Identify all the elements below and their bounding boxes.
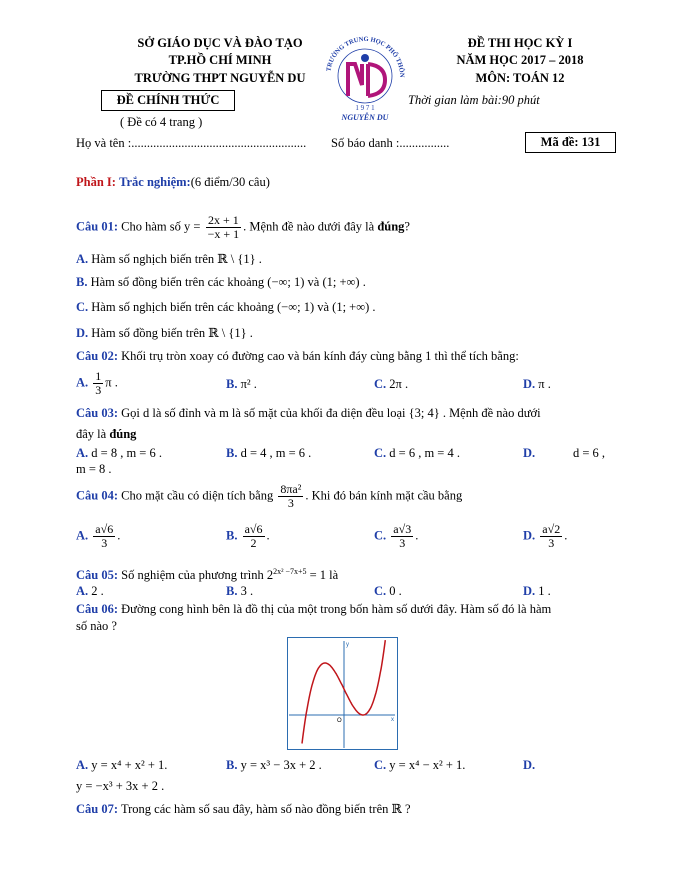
name-field: Họ và tên :........................................................ xyxy=(76,136,307,150)
q1-stem: Câu 01: Cho hàm số y = $\frac{2x + 1}{-x + 1}$ . Mệnh đề nào dưới đây là đúng? xyxy=(76,213,410,241)
function-graph xyxy=(287,637,398,750)
q5-option-c: C. 0 . xyxy=(374,584,402,598)
q7-stem: Câu 07: Trong các hàm số sau đây, hàm số nào đồng biến trên ℝ ? xyxy=(76,802,411,816)
q1-fraction: $\frac{2x + 1}{-x + 1}$ xyxy=(207,213,240,241)
q5-option-d: D. 1 . xyxy=(523,584,551,598)
q3-option-d: d = 6 , xyxy=(573,446,606,460)
q5-stem: Câu 05: Số nghiệm của phương trình $2^{2x^2 -7x+5} = 1$ là xyxy=(76,567,339,582)
q6-option-d-key: D. xyxy=(523,758,536,772)
q3-option-d-key: D. xyxy=(523,446,536,460)
school-year: NĂM HỌC 2017 – 2018 xyxy=(456,53,584,67)
q2-option-b: B. π² . xyxy=(226,377,257,391)
city-name: TP.HỒ CHÍ MINH xyxy=(168,53,272,67)
q4-option-d: D. $\frac{a√2}{3}$ . xyxy=(523,522,568,550)
q6-option-a: A. y = x⁴ + x² + 1. xyxy=(76,758,168,772)
dept-name: SỞ GIÁO DỤC VÀ ĐÀO TẠO xyxy=(137,36,303,50)
official-badge: ĐỀ CHÍNH THỨC xyxy=(101,90,235,111)
q3-option-d-cont: m = 8 . xyxy=(76,462,112,476)
q3-option-a: A. d = 8 , m = 6 . xyxy=(76,446,162,460)
q1-option-c: C. Hàm số nghịch biến trên các khoảng (−∞; 1) và (1; +∞) . xyxy=(76,300,376,314)
q6-stem: Câu 06: Đường cong hình bên là đồ thị của một trong bốn hàm số dưới đây. Hàm số đó là hàm xyxy=(76,602,552,616)
exam-code: Mã đề: 131 xyxy=(525,132,616,153)
exam-title: ĐỀ THI HỌC KỲ I xyxy=(467,36,573,50)
q6-option-b: B. y = x³ − 3x + 2 . xyxy=(226,758,322,772)
q4-stem: Câu 04: Cho mặt cầu có diện tích bằng $\frac{\text{8πa²}}{3}$ . Khi đó bán kính mặt cầu bằng xyxy=(76,482,463,510)
logo-year: 1 9 7 1 xyxy=(355,104,375,112)
q2-option-c: C. 2π . xyxy=(374,377,409,391)
x-axis-label: x xyxy=(391,717,394,723)
logo-arc-text: TRƯỜNG TRUNG HỌC PHỔ THÔN xyxy=(325,35,406,78)
q2-option-d: D. π . xyxy=(523,377,551,391)
q5-option-a: A. 2 . xyxy=(76,584,104,598)
pages-note: ( Đề có 4 trang ) xyxy=(120,115,203,129)
q3-stem: Câu 03: Gọi d là số đỉnh và m là số mặt của khối đa diện đều loại {3; 4} . Mệnh đề nào dưới xyxy=(76,406,541,420)
time-limit: Thời gian làm bài:90 phút xyxy=(408,93,540,107)
q1-option-b: B. Hàm số đồng biến trên các khoảng (−∞; 1) và (1; +∞) . xyxy=(76,275,366,289)
q3-option-c: C. d = 6 , m = 4 . xyxy=(374,446,460,460)
q1-option-a: A. Hàm số nghịch biến trên ℝ \ {1} . xyxy=(76,252,262,266)
q6-option-d: y = −x³ + 3x + 2 . xyxy=(76,779,165,793)
q2-option-a: A. $\frac{1}{3}$ π . xyxy=(76,369,118,397)
q3-option-b: B. d = 4 , m = 6 . xyxy=(226,446,312,460)
q4-option-b: B. $\frac{a√6}{2}$ . xyxy=(226,522,270,550)
q6-option-c: C. y = x⁴ − x² + 1. xyxy=(374,758,466,772)
sbd-field: Số báo danh :................ xyxy=(331,136,450,150)
q5-option-b: B. 3 . xyxy=(226,584,254,598)
q2-stem: Câu 02: Khối trụ tròn xoay có đường cao và bán kính đáy cùng bằng 1 thì thể tích bằng: xyxy=(76,349,519,363)
q1-option-d: D. Hàm số đồng biến trên ℝ \ {1} . xyxy=(76,326,253,340)
origin-label: O xyxy=(337,718,342,724)
part1-heading: Phần I: Trắc nghiệm:(6 điểm/30 câu) xyxy=(76,175,270,189)
y-axis-label: y xyxy=(346,642,349,648)
logo-name: NGUYỄN DU xyxy=(341,113,389,122)
q3-stem-2: đây là đúng xyxy=(76,427,137,441)
subject: MÔN: TOÁN 12 xyxy=(475,71,565,85)
school-name: TRƯỜNG THPT NGUYỄN DU xyxy=(134,71,306,85)
q4-option-c: C. $\frac{a√3}{3}$ . xyxy=(374,522,419,550)
q4-option-a: A. $\frac{a√6}{3}$ . xyxy=(76,522,121,550)
school-logo xyxy=(322,30,408,122)
q6-stem-2: số nào ? xyxy=(76,619,117,633)
